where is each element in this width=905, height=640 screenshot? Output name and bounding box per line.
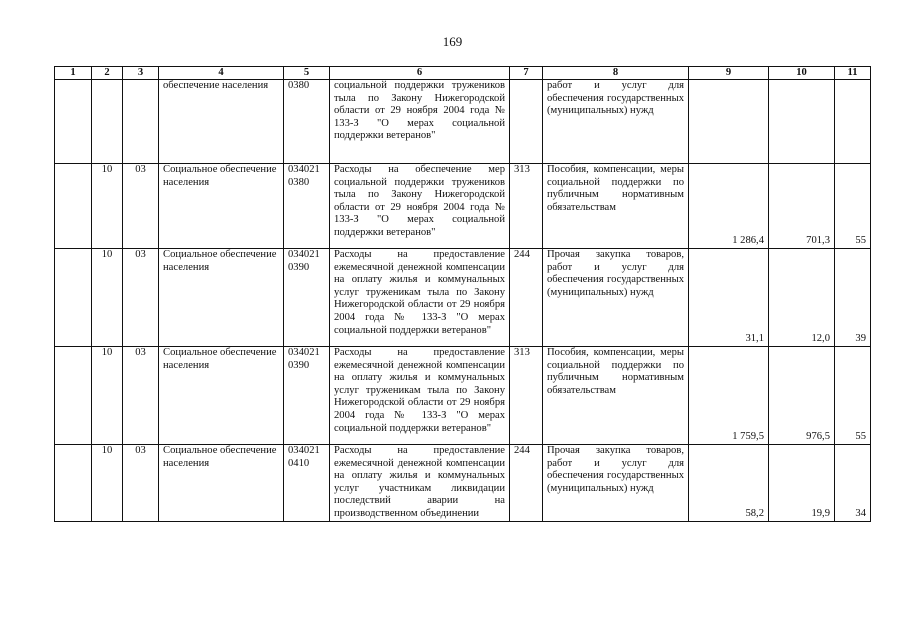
cell-actual: 19,9 [769, 445, 835, 522]
column-header: 8 [543, 67, 689, 80]
cell-actual: 12,0 [769, 249, 835, 347]
cell-target-name: Расходы на предоставление ежемесячной денежной компенсации на оплату жилья и коммунальных услуг труженикам тыла по Закону Нижегородской области от 29 ноября 2004 года № 133-З "О мерах социальной поддержки ветеранов" [330, 249, 510, 347]
column-header: 3 [123, 67, 159, 80]
column-header: 1 [55, 67, 92, 80]
cell-plan [689, 80, 769, 164]
cell-plan: 58,2 [689, 445, 769, 522]
cell-target-name: Расходы на предоставление ежемесячной денежной компенсации на оплату жилья и коммунальных услуг участникам ликвидации последствий аварии на производственном объединении [330, 445, 510, 522]
page-number: 169 [442, 34, 463, 49]
table-row [55, 249, 871, 347]
cell-expense-name: Прочая закупка товаров, работ и услуг для обеспечения государственных (муниципальных) нужд [543, 445, 689, 522]
header-row [55, 67, 871, 80]
cell-subsection: 03 [123, 445, 159, 522]
cell-section: 10 [92, 164, 123, 249]
cell-section [92, 80, 123, 164]
cell-expense-name: Пособия, компенсации, меры социальной поддержки по публичным нормативным обязательствам [543, 164, 689, 249]
cell-subsection: 03 [123, 249, 159, 347]
cell-expense-type: 313 [510, 347, 543, 445]
budget-table [54, 66, 871, 522]
cell-actual: 976,5 [769, 347, 835, 445]
cell-expense-type: 244 [510, 249, 543, 347]
column-header: 4 [159, 67, 284, 80]
cell-section-name: Социальное обеспечение населения [159, 249, 284, 347]
cell-subsection: 03 [123, 164, 159, 249]
cell-percent: 39 [835, 249, 871, 347]
cell-empty [55, 445, 92, 522]
cell-expense-type: 244 [510, 445, 543, 522]
cell-subsection: 03 [123, 347, 159, 445]
cell-target-name: Расходы на обеспечение мер социальной поддержки тружеников тыла по Закону Нижегородской области от 29 ноября 2004 года № 133-З "О мерах социальной поддержки ветеранов" [330, 164, 510, 249]
cell-section-name: Социальное обеспечение населения [159, 164, 284, 249]
cell-section: 10 [92, 347, 123, 445]
cell-empty [55, 164, 92, 249]
table-row [55, 347, 871, 445]
cell-percent: 55 [835, 347, 871, 445]
cell-empty [55, 347, 92, 445]
cell-empty [55, 249, 92, 347]
cell-section-name: Социальное обеспечение населения [159, 347, 284, 445]
cell-actual [769, 80, 835, 164]
table-row [55, 445, 871, 522]
cell-plan: 31,1 [689, 249, 769, 347]
cell-plan: 1 286,4 [689, 164, 769, 249]
cell-section: 10 [92, 249, 123, 347]
cell-actual: 701,3 [769, 164, 835, 249]
cell-target-code: 034021 0410 [284, 445, 330, 522]
cell-expense-type: 313 [510, 164, 543, 249]
cell-target-code: 0380 [284, 80, 330, 164]
cell-subsection [123, 80, 159, 164]
cell-target-code: 034021 0380 [284, 164, 330, 249]
cell-expense-name: Пособия, компенсации, меры социальной поддержки по публичным нормативным обязательствам [543, 347, 689, 445]
table-row [55, 80, 871, 164]
column-header: 7 [510, 67, 543, 80]
cell-section: 10 [92, 445, 123, 522]
cell-target-name: Расходы на предоставление ежемесячной денежной компенсации на оплату жилья и коммунальных услуг труженикам тыла по Закону Нижегородской области от 29 ноября 2004 года № 133-З "О мерах социальной поддержки ветеранов" [330, 347, 510, 445]
cell-expense-name: работ и услуг для обеспечения государственных (муниципальных) нужд [543, 80, 689, 164]
cell-section-name: Социальное обеспечение населения [159, 445, 284, 522]
cell-target-code: 034021 0390 [284, 249, 330, 347]
cell-target-code: 034021 0390 [284, 347, 330, 445]
cell-expense-type [510, 80, 543, 164]
column-header: 10 [769, 67, 835, 80]
column-header: 5 [284, 67, 330, 80]
column-header: 11 [835, 67, 871, 80]
column-header: 6 [330, 67, 510, 80]
table-row [55, 164, 871, 249]
cell-empty [55, 80, 92, 164]
cell-section-name: обеспечение населения [159, 80, 284, 164]
cell-plan: 1 759,5 [689, 347, 769, 445]
cell-percent: 55 [835, 164, 871, 249]
column-header: 9 [689, 67, 769, 80]
cell-target-name: социальной поддержки тружеников тыла по Закону Нижегородской области от 29 ноября 2004 года № 133-З "О мерах социальной поддержки ветеранов" [330, 80, 510, 164]
cell-percent [835, 80, 871, 164]
column-header: 2 [92, 67, 123, 80]
cell-expense-name: Прочая закупка товаров, работ и услуг для обеспечения государственных (муниципальных) нужд [543, 249, 689, 347]
cell-percent: 34 [835, 445, 871, 522]
